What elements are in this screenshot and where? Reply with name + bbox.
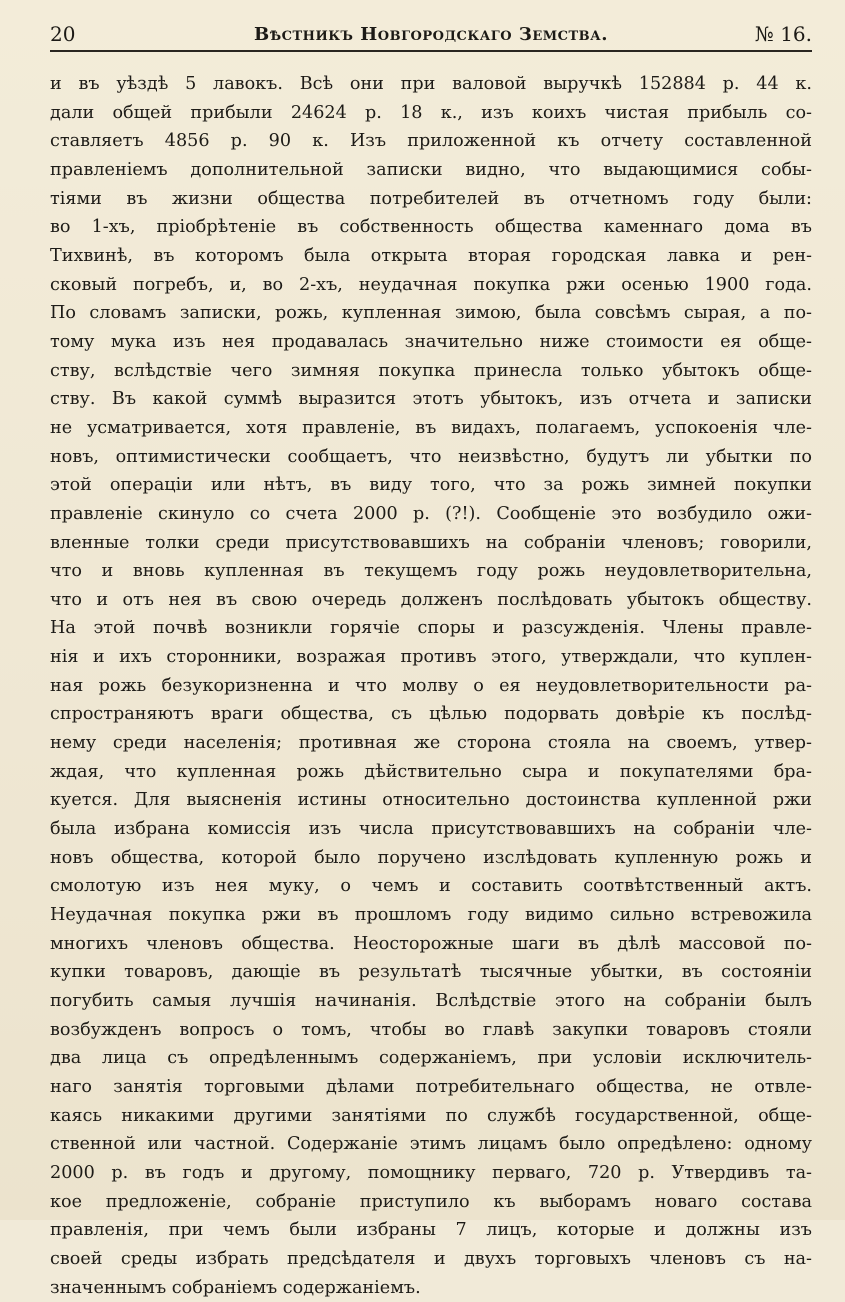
text-line: На этой почвѣ возникли горячіе споры и разсужденія. Члены правле- [50,618,812,639]
text-line: тіями въ жизни общества потребителей въ отчетномъ году были: [50,188,812,209]
text-line: ждая, что купленная рожь дѣйствительно сыра и покупателями бра- [50,761,812,782]
text-line: возбужденъ вопросъ о томъ, чтобы во главѣ закупки товаровъ стояли [50,1019,812,1040]
text-line: купки товаровъ, дающіе въ результатѣ тысячные убытки, въ состояніи [50,962,812,983]
text-line: погубить самыя лучшія начинанія. Вслѣдствіе этого на собраніи былъ [50,991,812,1011]
page-number: 20 [50,22,76,46]
text-line: правленіемъ дополнительной записки видно, что выдающимися собы- [50,159,812,180]
text-line: этой операціи или нѣтъ, въ виду того, что за рожь зимней покупки [50,475,812,496]
text-line: кое предложеніе, собраніе приступило къ выборамъ новаго состава [50,1191,812,1212]
text-line: вленные толки среди присутствовавшихъ на собраніи членовъ; говорили, [50,532,812,553]
text-line: По словамъ записки, рожь, купленная зимою, была совсѣмъ сырая, а по- [50,303,812,324]
text-line: дали общей прибыли 24624 р. 18 к., изъ коихъ чистая прибыль со- [50,102,812,123]
text-line: ная рожь безукоризненна и что молву о ея неудовлетворительности ра- [50,675,812,696]
running-title: Вѣстникъ Новгородскаго Земства. [253,24,609,45]
text-line: правленія, при чемъ были избраны 7 лицъ, которые и должны изъ [50,1220,812,1241]
text-line: Неудачная покупка ржи въ прошломъ году видимо сильно встревожила [50,905,812,926]
text-line: смолотую изъ нея муку, о чемъ и составить соотвѣтственный актъ. [50,876,812,897]
text-line: Тихвинѣ, въ которомъ была открыта вторая городская лавка и рен- [50,245,812,266]
text-line: нему среди населенія; противная же сторона стояла на своемъ, утвер- [50,733,812,754]
text-line: ственной или частной. Содержаніе этимъ лицамъ было опредѣлено: одному [50,1134,812,1155]
text-line: многихъ членовъ общества. Неосторожные шаги въ дѣлѣ массовой по- [50,933,812,954]
text-line: во 1-хъ, пріобрѣтеніе въ собственность общества каменнаго дома въ [50,217,812,238]
text-line: 2000 р. въ годъ и другому, помощнику перваго, 720 р. Утвердивъ та- [50,1162,812,1183]
text-line: что и вновь купленная въ текущемъ году рожь неудовлетворительна, [50,561,812,582]
text-line: спространяютъ враги общества, съ цѣлью подорвать довѣріе къ послѣд- [50,704,812,725]
header-rule [50,50,812,52]
text-line: правленіе скинуло со счета 2000 р. (?!). Сообщеніе это возбудило ожи- [50,503,812,524]
text-line: наго занятія торговыми дѣлами потребительнаго общества, не отвле- [50,1076,812,1097]
text-line: своей среды избрать предсѣдателя и двухъ торговыхъ членовъ съ на- [50,1248,812,1269]
text-line: ству. Въ какой суммѣ выразится этотъ убытокъ, изъ отчета и записки [50,389,812,410]
text-line: каясь никакими другими занятіями по службѣ государственной, обще- [50,1105,812,1126]
text-line: была избрана комиссія изъ числа присутствовавшихъ на собраніи чле- [50,819,812,840]
text-line: значеннымъ собраніемъ содержаніемъ. [50,1277,421,1298]
issue-number: № 16. [754,22,812,46]
text-line: новъ общества, которой было поручено изслѣдовать купленную рожь и [50,847,812,868]
text-line: ству, вслѣдствіе чего зимняя покупка принесла только убытокъ обще- [50,360,812,381]
text-line: ставляетъ 4856 р. 90 к. Изъ приложенной къ отчету составленной [50,131,812,152]
article-text [50,70,812,1302]
text-line: новъ, оптимистически сообщаетъ, что неизвѣстно, будутъ ли убытки по [50,446,812,467]
text-line: сковый погребъ, и, во 2-хъ, неудачная покупка ржи осенью 1900 года. [50,274,812,295]
text-line: тому мука изъ нея продавалась значительно ниже стоимости ея обще- [50,331,812,352]
text-line: не усматривается, хотя правленіе, въ видахъ, полагаемъ, успокоенія чле- [50,417,812,438]
text-line: два лица съ опредѣленнымъ содержаніемъ, при условіи исключитель- [50,1048,812,1069]
text-line: куется. Для выясненія истины относительно достоинства купленной ржи [50,790,812,811]
text-line: что и отъ нея въ свою очередь долженъ послѣдовать убытокъ обществу. [50,589,812,610]
text-line: нія и ихъ сторонники, возражая противъ этого, утверждали, что куплен- [50,647,812,668]
page-header [50,20,812,50]
text-line: и въ уѣздѣ 5 лавокъ. Всѣ они при валовой выручкѣ 152884 р. 44 к. [50,74,812,94]
